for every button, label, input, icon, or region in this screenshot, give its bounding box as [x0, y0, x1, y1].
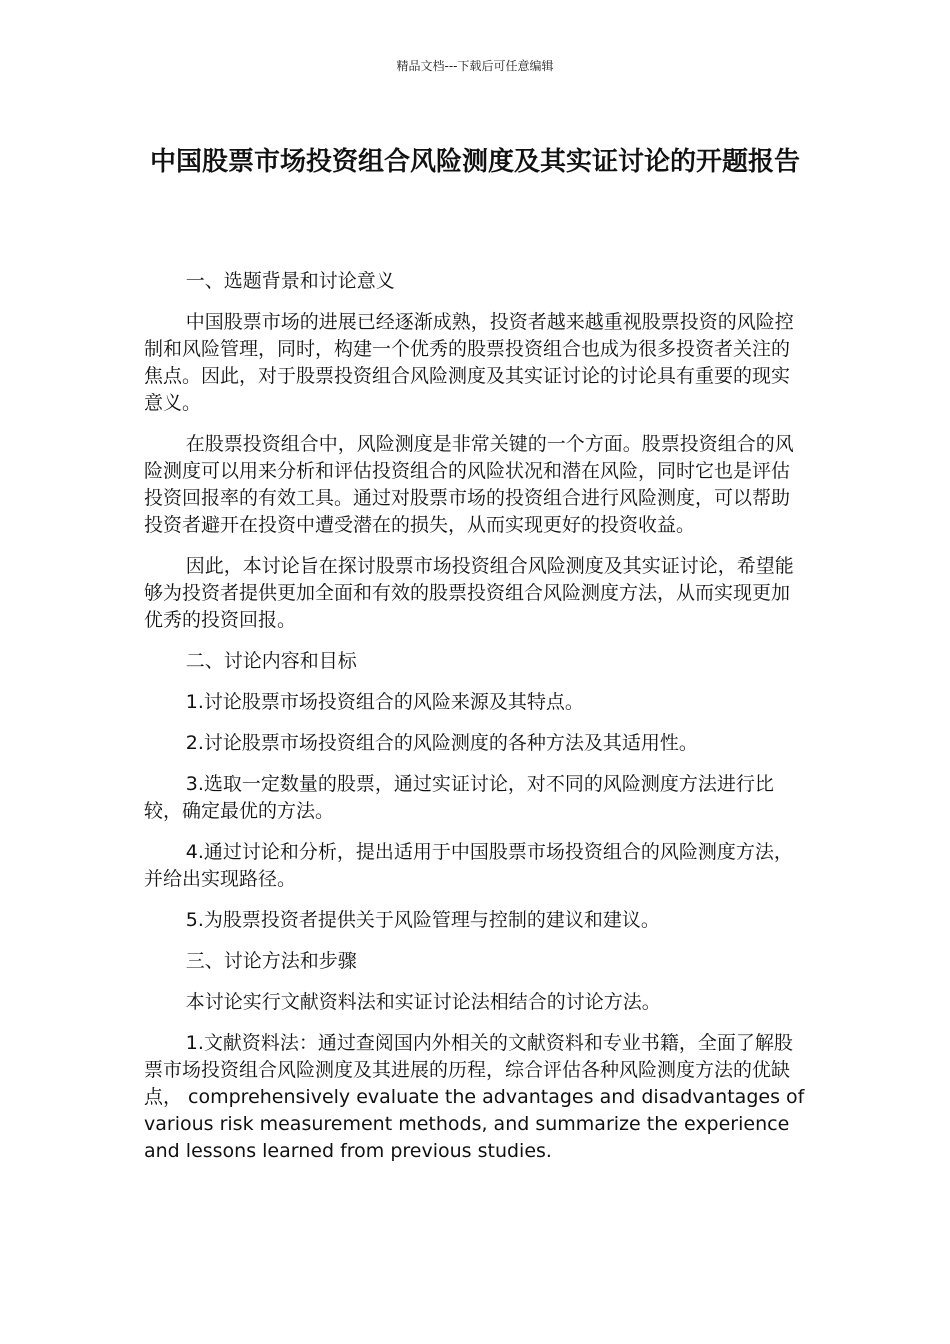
list-item: 2.讨论股票市场投资组合的风险测度的各种方法及其适用性。 — [185, 732, 698, 754]
body-paragraph: 在股票投资组合中，风险测度是非常关键的一个方面。股票投资组合的风险测度可以用来分析和评估投资组合的风险状况和潜在风险，同时它也是评估投资回报率的有效工具。通过对股票市场的投资组合进行风险测度，可以帮助投资者避开在投资中遭受潜在的损失，从而实现更好的投资收益。 — [144, 433, 794, 536]
section-heading: 二、讨论内容和目标 — [185, 650, 357, 672]
body-paragraph: 中国股票市场的进展已经逐渐成熟，投资者越来越重视股票投资的风险控制和风险管理，同时，构建一个优秀的股票投资组合也成为很多投资者关注的焦点。因此，对于股票投资组合风险测度及其实证讨论的讨论具有重要的现实意义。 — [144, 311, 794, 414]
list-item: 5.为股票投资者提供关于风险管理与控制的建议和建议。 — [185, 909, 660, 931]
document-title: 中国股票市场投资组合风险测度及其实证讨论的开题报告 — [149, 147, 800, 177]
list-item: 1.文献资料法：通过查阅国内外相关的文献资料和专业书籍，全面了解股票市场投资组合风险测度及其进展的历程，综合评估各种风险测度方法的优缺点， comprehensively evaluate the advantages and disadvantages of various risk measurement methods, and summarize the experience and lessons learned from previous studies. — [144, 1032, 805, 1162]
body-paragraph: 因此，本讨论旨在探讨股票市场投资组合风险测度及其实证讨论，希望能够为投资者提供更加全面和有效的股票投资组合风险测度方法，从而实现更加优秀的投资回报。 — [144, 555, 794, 631]
list-item: 1.讨论股票市场投资组合的风险来源及其特点。 — [185, 691, 584, 713]
list-item: 3.选取一定数量的股票，通过实证讨论，对不同的风险测度方法进行比较，确定最优的方法。 — [144, 773, 774, 822]
section-heading: 一、选题背景和讨论意义 — [185, 270, 395, 292]
list-item: 4.通过讨论和分析，提出适用于中国股票市场投资组合的风险测度方法，并给出实现路径。 — [144, 841, 793, 890]
page-header-note: 精品文档---下载后可任意编辑 — [396, 59, 554, 73]
section-heading: 三、讨论方法和步骤 — [185, 950, 357, 972]
document-body — [144, 268, 808, 1179]
body-paragraph: 本讨论实行文献资料法和实证讨论法相结合的讨论方法。 — [185, 991, 661, 1013]
